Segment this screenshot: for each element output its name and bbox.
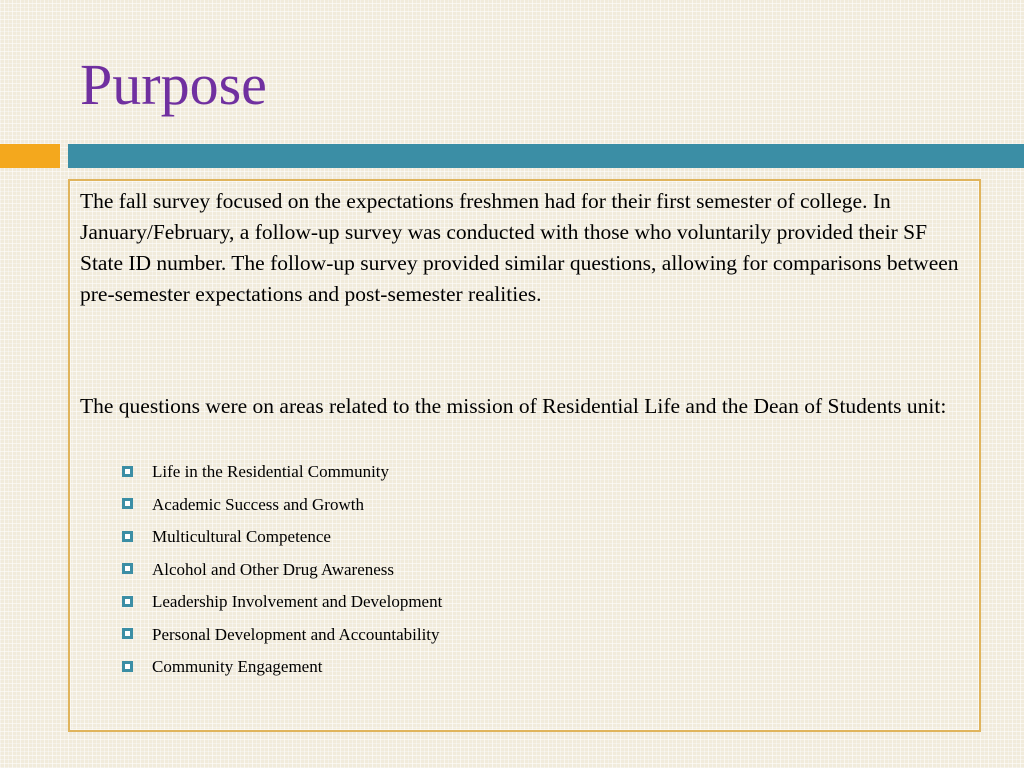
slide-title: Purpose (80, 52, 267, 117)
square-bullet-icon (122, 531, 133, 542)
square-bullet-icon (122, 466, 133, 477)
list-item-label: Multicultural Competence (152, 527, 331, 547)
list-item (122, 456, 442, 489)
accent-bar-orange (0, 144, 60, 168)
list-item (122, 554, 442, 587)
list-item-label: Alcohol and Other Drug Awareness (152, 559, 395, 579)
content-box (68, 179, 981, 732)
accent-bar-teal (68, 144, 1024, 168)
square-bullet-icon (122, 661, 133, 672)
list-item-label: Personal Development and Accountability (152, 624, 440, 644)
list-item (122, 651, 442, 684)
list-item-label: Leadership Involvement and Development (152, 592, 443, 612)
square-bullet-icon (122, 563, 133, 574)
list-item-label: Life in the Residential Community (152, 462, 390, 482)
list-item (122, 521, 442, 554)
square-bullet-icon (122, 498, 133, 509)
intro-paragraph: The fall survey focused on the expectations freshmen had for their first semester of college. In January/February, a follow-up survey was conducted with those who voluntarily provided their SF State ID number. The follow-up survey provided similar questions, allowing for comparisons between pre-semester expectations and post-semester realities. (80, 189, 959, 306)
list-item (122, 489, 442, 522)
list-item-label: Community Engagement (152, 657, 323, 677)
square-bullet-icon (122, 596, 133, 607)
square-bullet-icon (122, 628, 133, 639)
list-item-label: Academic Success and Growth (152, 494, 364, 514)
questions-paragraph: The questions were on areas related to the mission of Residential Life and the Dean of Students unit: (80, 394, 947, 418)
list-item (122, 586, 442, 619)
mission-areas-list (122, 456, 442, 684)
list-item (122, 619, 442, 652)
